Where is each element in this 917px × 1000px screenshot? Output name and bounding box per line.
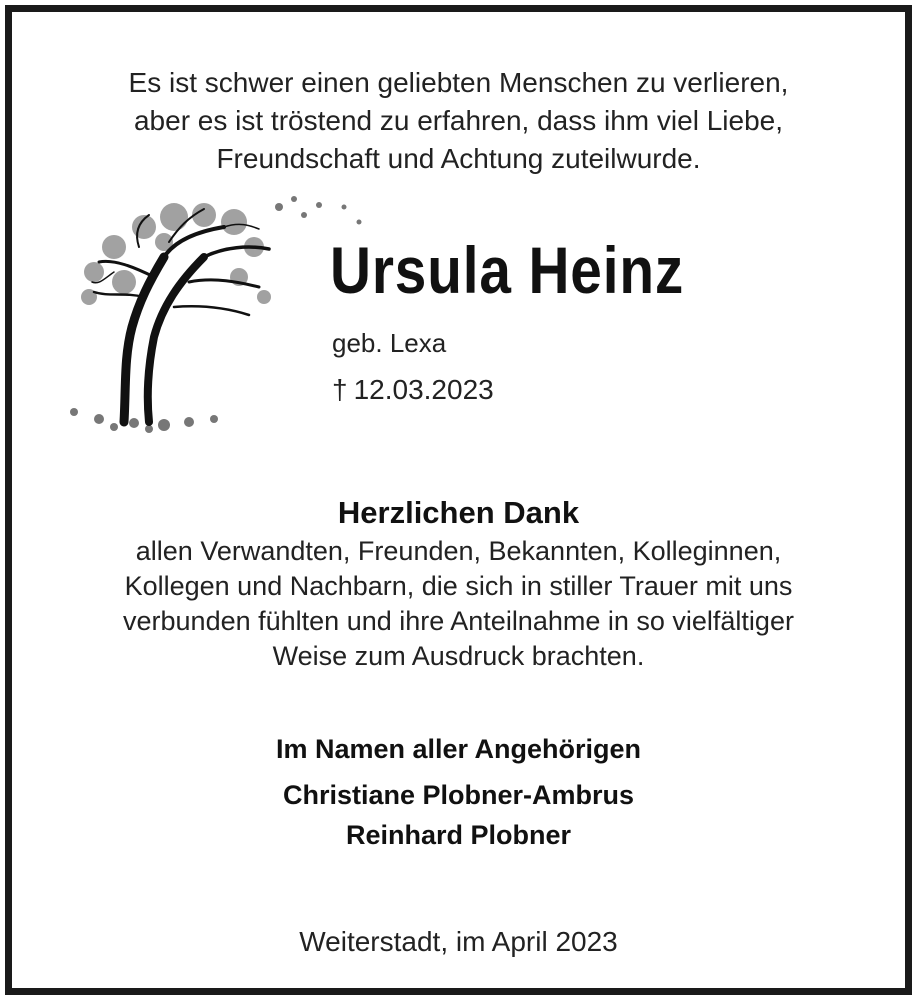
signature-name-2: Reinhard Plobner <box>345 820 572 850</box>
signature-name-1: Christiane Plobner-Ambrus <box>282 780 635 810</box>
thanks-line-3: verbunden fühlten und ihre Anteilnahme in so vielfältiger <box>123 606 794 636</box>
thanks-line-1: allen Verwandten, Freunden, Bekannten, Kolleginnen, <box>135 536 782 566</box>
thanks-text <box>12 534 905 674</box>
signature-intro: Im Namen aller Angehörigen <box>275 734 642 764</box>
thanks-line-4: Weise zum Ausdruck brachten. <box>272 641 645 671</box>
poem-line-3: Freundschaft und Achtung zuteilwurde. <box>216 143 701 174</box>
deceased-name: Ursula Heinz <box>330 233 685 307</box>
death-date: 12.03.2023 <box>353 374 494 405</box>
death-info <box>332 374 494 406</box>
thanks-title: Herzlichen Dank <box>337 495 580 530</box>
thanks-line-2: Kollegen und Nachbarn, die sich in stiller Trauer mit uns <box>124 571 793 601</box>
poem <box>12 64 905 178</box>
cross-symbol: † <box>332 374 348 405</box>
poem-line-2: aber es ist tröstend zu erfahren, dass ihm viel Liebe, <box>133 105 783 136</box>
place-date: Weiterstadt, im April 2023 <box>299 926 618 957</box>
obituary-frame <box>5 5 912 995</box>
birth-name: geb. Lexa <box>332 328 447 358</box>
poem-line-1: Es ist schwer einen geliebten Menschen zu verlieren, <box>128 67 789 98</box>
